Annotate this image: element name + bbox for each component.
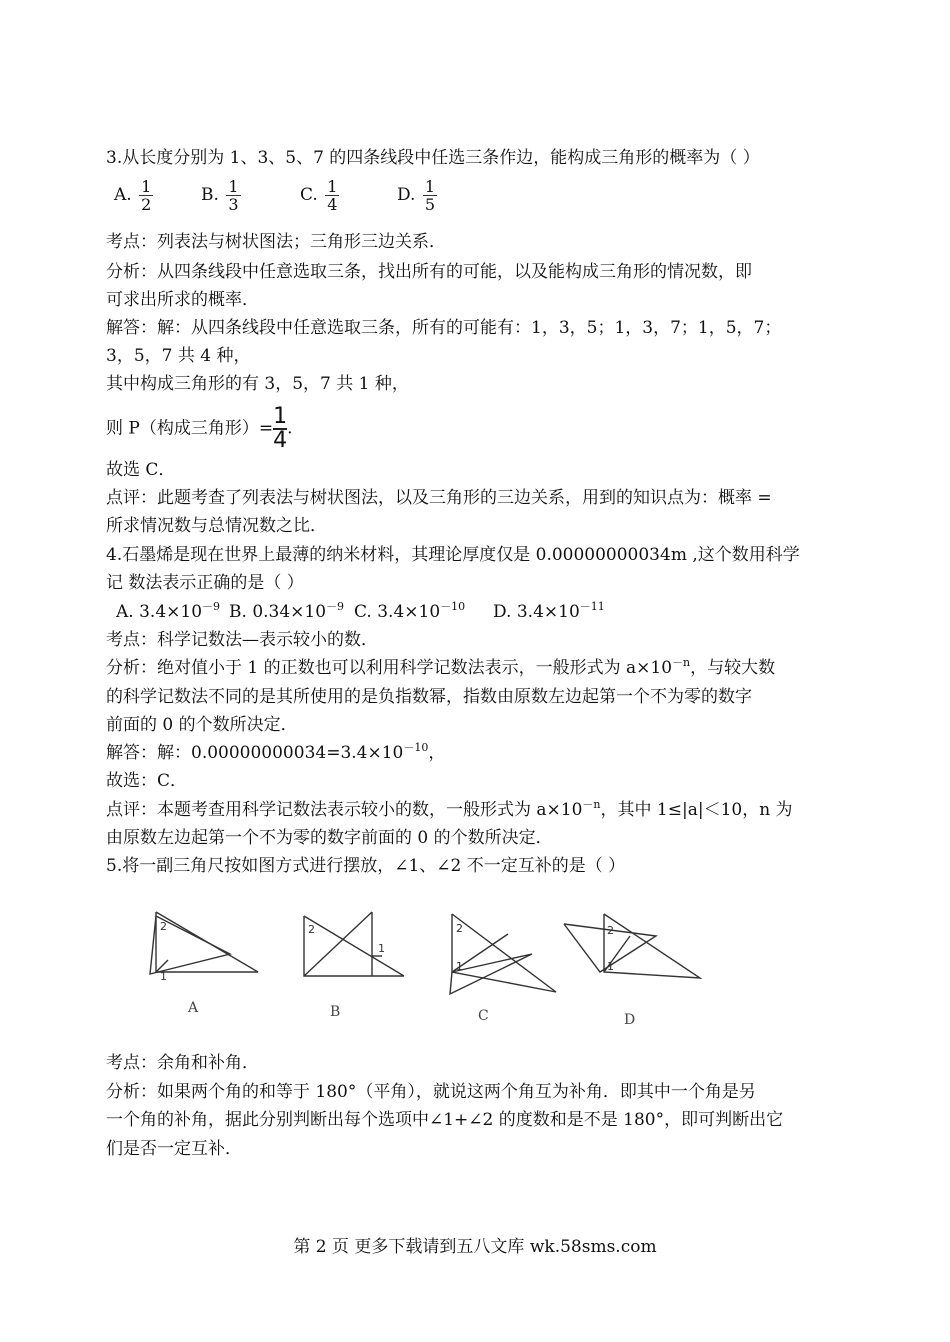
q3-fenxi-2: 可求出所求的概率． <box>106 290 259 310</box>
triangle-rulers-figure <box>120 900 780 1040</box>
q4-fenxi-2: 的科学记数法不同的是其所使用的是负指数幂，指数由原数左边起第一个不为零的数字 <box>106 687 752 707</box>
figure-c-triangle <box>452 914 556 992</box>
fraction: $\frac{1}{4}$ <box>327 177 338 214</box>
q5-fenxi-1: 分析：如果两个角的和等于 180°（平角），就说这两个角互为补角．即其中一个角是另 <box>106 1082 756 1102</box>
q4-guxuan: 故选：C． <box>106 771 188 791</box>
q4-jieda: 解答：解：$0.00000000034=3.4\times 10^{-10}$， <box>106 741 446 763</box>
q5-stem: 5.将一副三角尺按如图方式进行摆放，∠1、∠2 不一定互补的是（ ） <box>106 856 626 876</box>
angle-1-label: 1 <box>160 970 167 983</box>
q3-dianping-1: 点评：此题考查了列表法与树状图法，以及三角形的三边关系，用到的知识点为：概率 = <box>106 488 772 508</box>
figure-c <box>450 914 556 994</box>
q4-stem-2: 记 数法表示正确的是（ ） <box>106 573 304 593</box>
q4-option-d: D. $3.4\times 10^{-11}$ <box>493 600 605 622</box>
q3-fenxi-1: 分析：从四条线段中任意选取三条，找出所有的可能，以及能构成三角形的情况数，即 <box>106 262 752 282</box>
q4-dianping-2: 由原数左边起第一个不为零的数字前面的 0 的个数所决定． <box>106 828 553 848</box>
fraction: $\frac{1}{5}$ <box>424 177 436 214</box>
figure-b <box>304 912 404 976</box>
q4-dianping-1: 点评：本题考查用科学记数法表示较小的数，一般形式为 $a\times 10^{-n}$，其中 1≤|a|＜10，n 为 <box>106 798 793 820</box>
fraction: $\frac{1}{2}$ <box>141 177 152 214</box>
q4-kaodian: 考点：科学记数法—表示较小的数． <box>106 630 378 650</box>
q4-option-c: C. $3.4\times 10^{-10}$ <box>354 600 466 622</box>
q3-option-c: C. $\frac{1}{4}$ <box>300 177 338 214</box>
q3-jieda-3: 其中构成三角形的有 3，5，7 共 1 种， <box>106 374 409 394</box>
q3-stem: 3.从长度分别为 1、3、5、7 的四条线段中任选三条作边，能构成三角形的概率为（ ） <box>106 148 760 168</box>
fraction: $\frac{1}{3}$ <box>228 177 239 214</box>
q4-stem-1: 4.石墨烯是现在世界上最薄的纳米材料，其理论厚度仅是 0.00000000034m ,这个数用科学 <box>106 545 800 565</box>
q3-guxuan: 故选 C． <box>106 460 176 480</box>
q3-kaodian: 考点：列表法与树状图法；三角形三边关系． <box>106 232 446 252</box>
q4-fenxi-3: 前面的 0 的个数所决定． <box>106 715 298 735</box>
figure-d <box>564 914 700 978</box>
angle-1-label: 1 <box>607 960 614 973</box>
q3-option-a: A. $\frac{1}{2}$ <box>114 177 152 214</box>
q5-fenxi-2: 一个角的补角，据此分别判断出每个选项中∠1+∠2 的度数和是不是 180°，即可判断出它 <box>106 1110 784 1130</box>
q4-option-a: A. $3.4\times 10^{-9}$ <box>116 600 221 622</box>
figure-label-d: D <box>624 1012 636 1028</box>
probability-fraction: $\frac{1}{4}$ <box>273 404 288 453</box>
figure-label-a: A <box>188 1000 199 1016</box>
q3-jieda-1: 解答：解：从四条线段中任意选取三条，所有的可能有：1，3，5；1，3，7；1，5，7； <box>106 318 782 338</box>
q4-option-b: B. $0.34\times 10^{-9}$ <box>229 600 345 622</box>
q5-fenxi-3: 们是否一定互补． <box>106 1139 242 1159</box>
angle-1-label: 1 <box>456 960 463 973</box>
angle-2-label: 2 <box>607 924 614 937</box>
q3-jieda-4: 则 P（构成三角形）= $\frac{1}{4}$ . <box>106 404 293 453</box>
figure-label-c: C <box>478 1008 489 1024</box>
page-footer: 第 2 页 更多下载请到五八文库 wk.58sms.com <box>293 1237 657 1257</box>
figure-label-b: B <box>330 1004 341 1020</box>
q3-jieda-2: 3，5，7 共 4 种， <box>106 346 251 366</box>
q3-option-b: B. $\frac{1}{3}$ <box>201 177 239 214</box>
q5-kaodian: 考点：余角和补角． <box>106 1053 259 1073</box>
angle-2-label: 2 <box>308 923 315 936</box>
angle-2-label: 2 <box>160 920 167 933</box>
angle-2-label: 2 <box>456 922 463 935</box>
q3-option-d: D. $\frac{1}{5}$ <box>397 177 436 214</box>
q4-fenxi-1: 分析：绝对值小于 1 的正数也可以利用科学记数法表示，一般形式为 $a\times 10^{-n}$，与较大数 <box>106 656 776 678</box>
q3-dianping-2: 所求情况数与总情况数之比． <box>106 516 327 536</box>
angle-1-label: 1 <box>378 942 385 955</box>
